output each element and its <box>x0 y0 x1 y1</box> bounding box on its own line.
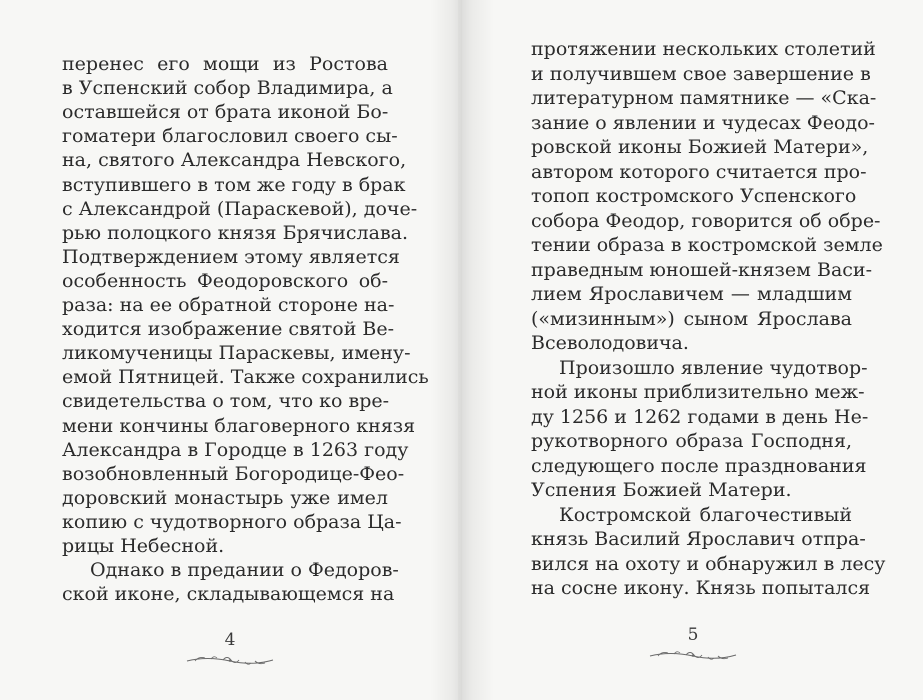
page-number-right: 5 <box>687 625 699 645</box>
text-line: гоматери благословил своего сы- <box>62 125 398 148</box>
text-line: рью полоцкого князя Брячислава. <box>62 221 409 244</box>
text-line: зание о явлении и чудесах Феодо- <box>531 111 875 134</box>
text-line: на сосне икону. Князь попытался <box>531 577 871 599</box>
text-line: ду 1256 и 1262 годами в день Не- <box>531 405 869 428</box>
text-line: мени кончины благоверного князя <box>62 414 416 437</box>
text-line: вступившего в том же году в брак <box>62 173 406 196</box>
text-line: вился на охоту и обнаружил в лесу <box>531 552 886 575</box>
text-line: собора Феодор, говорится об обре- <box>531 209 881 232</box>
text-line: князь Василий Ярославич отпра- <box>531 528 866 550</box>
text-line: ровской иконы Божией Матери», <box>531 136 869 158</box>
text-line: праведным юношей-князем Васи- <box>531 258 872 281</box>
text-line: емой Пятницей. Также сохранились <box>62 366 429 389</box>
text-line: протяжении нескольких столетий <box>531 38 876 60</box>
text-line: копию с чудотворного образа Ца- <box>62 510 402 533</box>
text-line: лием Ярославичем — младшим <box>531 283 852 305</box>
vine-ornament-icon <box>185 652 275 668</box>
text-line: свидетельства о том, что ко вре- <box>62 390 390 413</box>
text-line: ной иконы приблизительно меж- <box>531 381 865 403</box>
text-line: оставшейся от брата иконой Бо- <box>62 101 389 124</box>
text-line: в Успенский собор Владимира, а <box>62 77 393 100</box>
text-line: возобновленный Богородице-Фео- <box>62 462 405 485</box>
text-line: особенность Феодоровского об- <box>62 269 388 292</box>
text-line: Успения Божией Матери. <box>531 479 792 501</box>
text-line: Александра в Городце в 1263 году <box>62 438 409 461</box>
left-page-footer <box>185 630 275 668</box>
text-line: автором которого считается про- <box>531 160 867 183</box>
text-line: Произошло явление чудотвор- <box>559 356 868 379</box>
text-line: топоп костромского Успенского <box>531 185 857 207</box>
text-line: рукотворного образа Господня, <box>531 430 852 452</box>
text-line: раза: на ее обратной стороне на- <box>62 294 395 316</box>
text-line: и получившем свое завершение в <box>531 62 871 85</box>
text-line: Костромской благочестивый <box>559 503 852 526</box>
text-line: («мизинным») сыном Ярослава <box>531 307 852 330</box>
text-line: доровский монастырь уже имел <box>62 486 388 509</box>
text-line: с Александрой (Параскевой), доче- <box>62 197 418 220</box>
left-page-text <box>62 53 429 613</box>
text-line: ской иконе, складывающемся на <box>62 583 395 606</box>
text-line: на, святого Александра Невского, <box>62 149 407 172</box>
text-line: ходится изображение святой Ве- <box>62 318 395 341</box>
text-line: ликомученицы Параскевы, имену- <box>62 342 411 365</box>
text-line: перенес его мощи из Ростова <box>62 53 388 75</box>
vine-ornament-icon <box>648 647 738 663</box>
text-line: Однако в предании о Федоров- <box>90 559 399 582</box>
text-line: литературном памятнике — «Ска- <box>531 87 877 109</box>
right-page-footer <box>648 625 738 663</box>
right-page-text <box>531 38 886 618</box>
text-line: Всеволодовича. <box>531 332 689 354</box>
book-gutter <box>430 0 494 700</box>
text-line: следующего после празднования <box>531 454 867 477</box>
text-line: тении образа в костромской земле <box>531 234 883 256</box>
page-number-left: 4 <box>224 630 236 650</box>
text-line: рицы Небесной. <box>62 535 225 557</box>
text-line: Подтверждением этому является <box>62 245 400 268</box>
